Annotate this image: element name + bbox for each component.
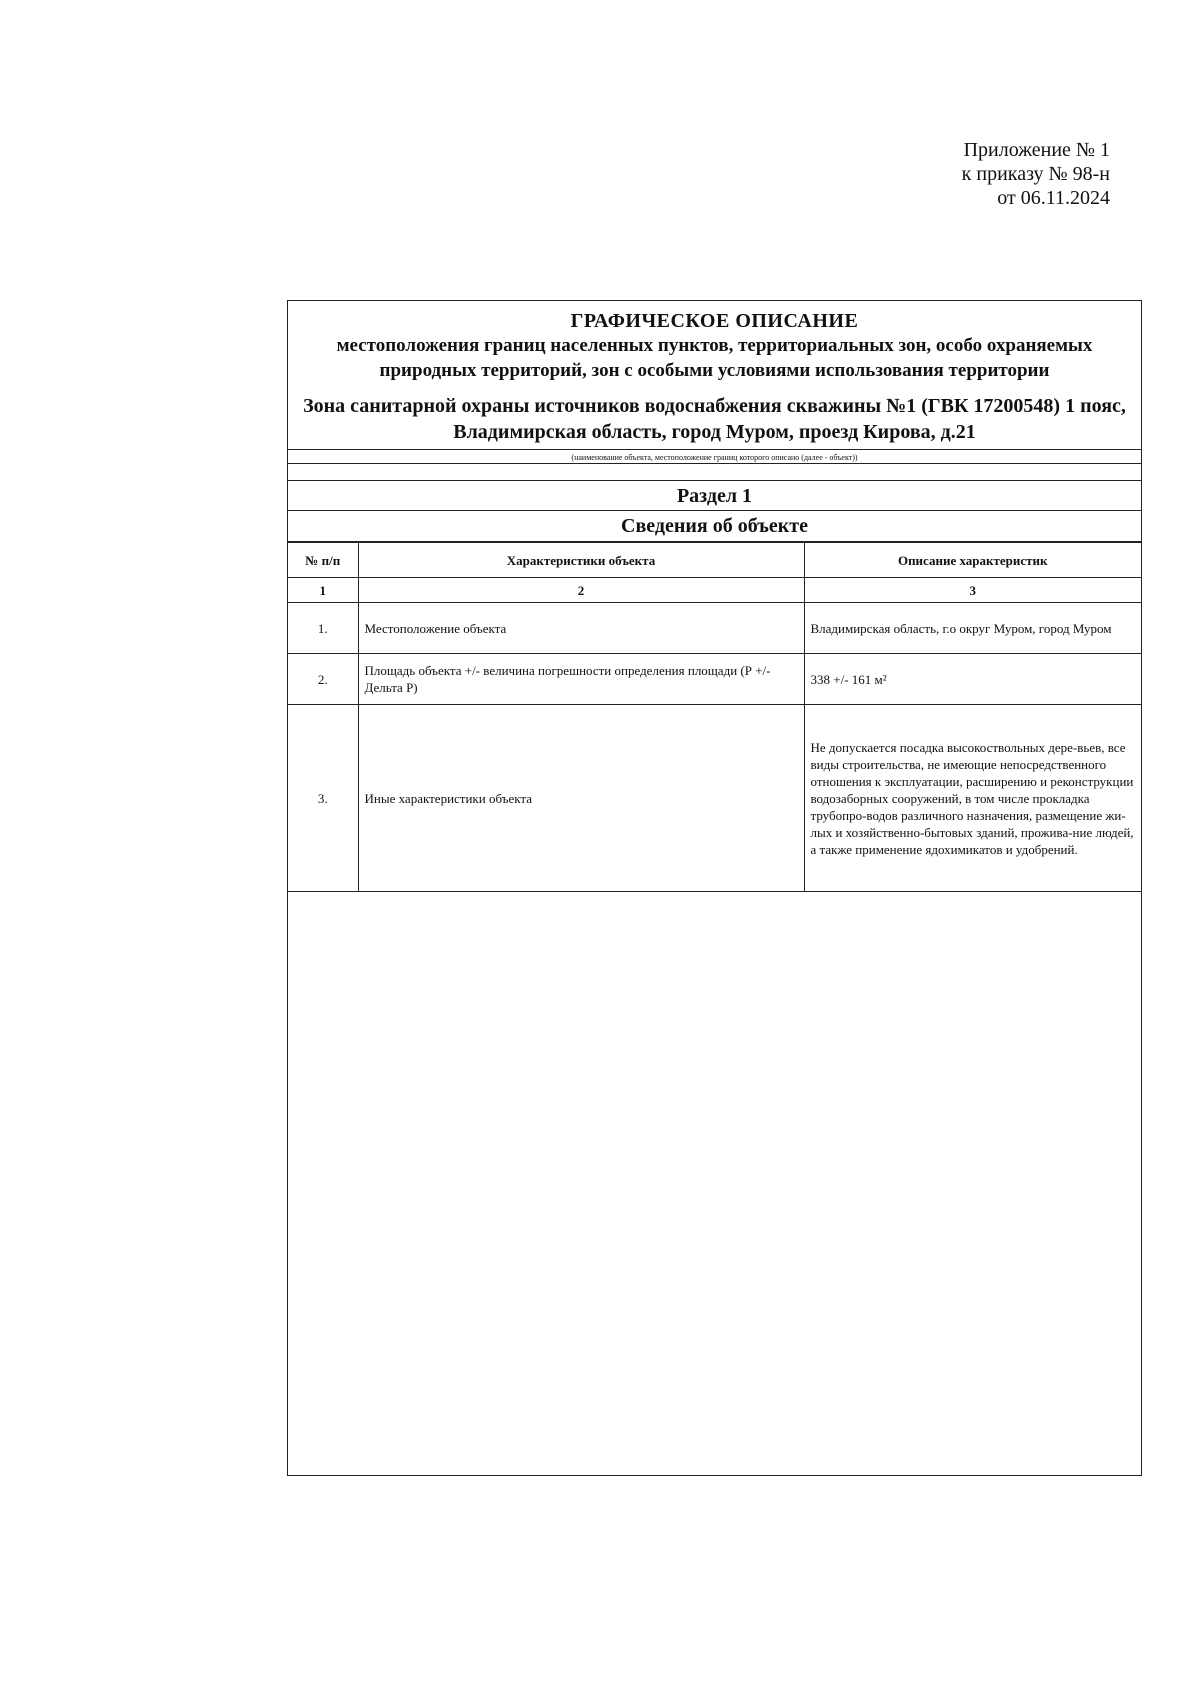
row-characteristic: Иные характеристики объекта (358, 705, 804, 892)
row-characteristic: Местоположение объекта (358, 603, 804, 654)
object-info-table (288, 542, 1141, 892)
column-numbers-row (288, 578, 1141, 603)
table-header-row (288, 543, 1141, 578)
column-header: Описание характеристик (804, 543, 1141, 578)
appendix-block (962, 138, 1110, 210)
description-frame (287, 300, 1142, 1476)
section-subtitle: Сведения об объекте (288, 511, 1141, 542)
column-number: 3 (804, 578, 1141, 603)
column-header: № п/п (288, 543, 358, 578)
row-description: Не допускается посадка высокоствольных дере-вьев, все виды строительства, не имеющие непосредственного отношения к эксплуатации, расширению и реконструкции водозаборных сооружений, в том числе прокладка трубопро-водов различного назначения, размещение жи-лых и хозяйственно-бытовых зданий, прожива-ние людей, а также применение ядохимикатов и удобрений. (804, 705, 1141, 892)
appendix-line: Приложение № 1 (963, 139, 1110, 161)
row-description: 338 +/- 161 м² (804, 654, 1141, 705)
document-title: ГРАФИЧЕСКОЕ ОПИСАНИЕ (570, 310, 859, 332)
row-number: 1. (288, 603, 358, 654)
object-name: Зона санитарной охраны источников водоснабжения скважины №1 (ГВК 17200548) 1 пояс, Владимирская область, город Муром, проезд Кирова, д.21 (303, 395, 1126, 443)
order-line: к приказу № 98-н (961, 163, 1110, 185)
column-number: 1 (288, 578, 358, 603)
column-number: 2 (358, 578, 804, 603)
object-caption: (наименование объекта, местоположение границ которого описано (далее - объект)) (288, 450, 1141, 464)
date-line: от 06.11.2024 (997, 187, 1110, 209)
table-row (288, 603, 1141, 654)
document-header (288, 301, 1141, 445)
row-characteristic: Площадь объекта +/- величина погрешности определения площади (Р +/- Дельта Р) (358, 654, 804, 705)
document-subtitle: местоположения границ населенных пунктов, территориальных зон, особо охраняемых природных территорий, зон с особыми условиями использования территории (336, 335, 1093, 381)
column-header: Характеристики объекта (358, 543, 804, 578)
section-title: Раздел 1 (288, 480, 1141, 511)
row-number: 2. (288, 654, 358, 705)
table-row (288, 705, 1141, 892)
row-number: 3. (288, 705, 358, 892)
row-description: Владимирская область, г.о округ Муром, город Муром (804, 603, 1141, 654)
table-row (288, 654, 1141, 705)
